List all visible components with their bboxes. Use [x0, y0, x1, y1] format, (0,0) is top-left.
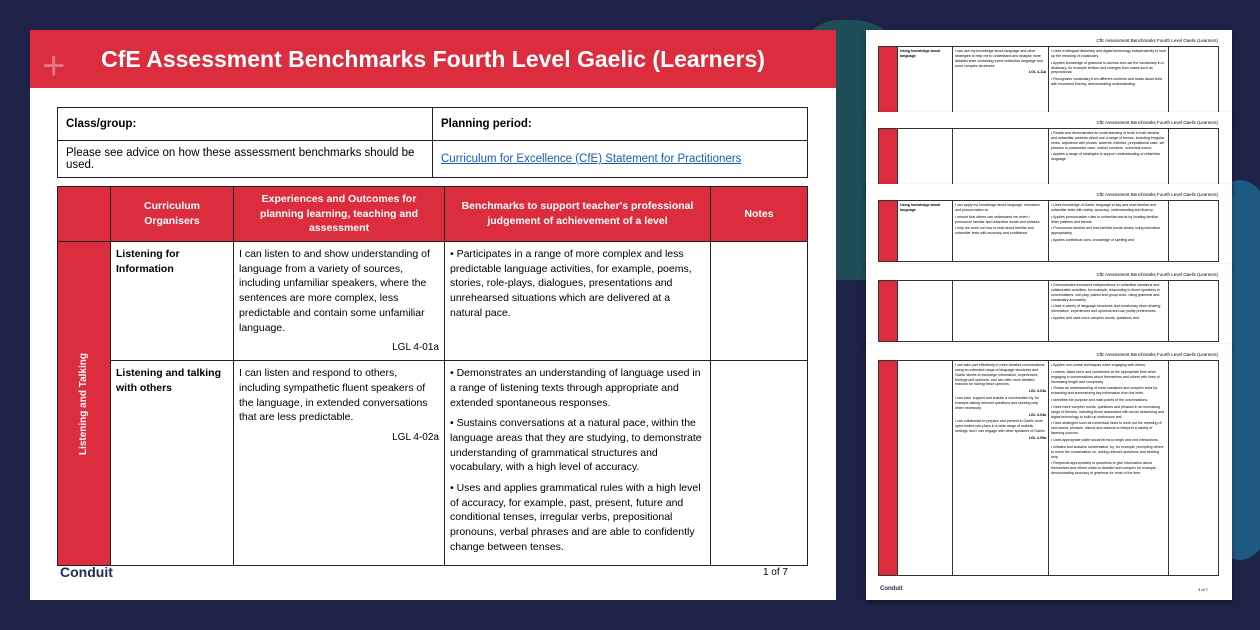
- page-slice: [866, 344, 1232, 600]
- outcome-cell: [234, 242, 445, 361]
- benchmark-item: • Uses strategies such as contextual clues to work out the meaning of new words, phrases, idioms and dialects to interpret a variety of listening sources.: [1051, 421, 1162, 436]
- outcome-text: • ensure that others can understand me when I pronounce familiar and unfamiliar words and phrases: [955, 214, 1040, 224]
- benchmark-item: • Uses appropriate polite social terms to begin and end interactions.: [1051, 437, 1159, 442]
- notes-cell[interactable]: [1169, 201, 1219, 262]
- benchmark-item: • Uses knowledge of Gaelic language to say and read familiar and unfamiliar texts with clarity, accuracy, understanding and fluency.: [1051, 203, 1156, 212]
- class-group-table: [57, 107, 808, 178]
- page-header: CfE Assessment Benchmarks Fourth Level Gaelic (Learners): [1096, 192, 1218, 197]
- notes-cell[interactable]: [711, 361, 808, 566]
- outcome-cell: [953, 129, 1049, 188]
- benchmark-item: • Identifies the purpose and main points of the conversations.: [1051, 398, 1149, 403]
- notes-cell[interactable]: [1169, 281, 1219, 342]
- benchmarks-table: [878, 200, 1219, 262]
- page-slice: [866, 112, 1232, 194]
- outcome-ref: LGL 4-11a: [1028, 70, 1046, 75]
- section-label: Listening and Talking: [78, 352, 89, 455]
- benchmarks-table: [878, 46, 1219, 116]
- benchmarks-table: [57, 186, 808, 566]
- outcome-cell: [953, 281, 1049, 342]
- benchmark-item: • Uses more complex words, questions and phrases in an increasing range of themes, including those associated with social networking and digital technology to build up continuous text.: [1051, 404, 1165, 419]
- notes-cell[interactable]: [1169, 361, 1219, 576]
- organiser-cell: Listening and talking with others: [111, 361, 234, 566]
- page-header: CfE Assessment Benchmarks Fourth Level Gaelic (Learners): [1096, 352, 1218, 357]
- page-title: CfE Assessment Benchmarks Fourth Level Gaelic (Learners): [101, 45, 765, 72]
- outcome-cell: [953, 201, 1049, 262]
- section-cell: [879, 281, 898, 342]
- outcome-text: LGL 4-03a: [1028, 389, 1046, 394]
- title-banner: [30, 30, 836, 88]
- outcome-cell: [953, 361, 1049, 576]
- organiser-cell: Using knowledge about language: [898, 201, 953, 262]
- benchmark-item: • Applies non-verbal techniques when engaging with others.: [1051, 363, 1146, 367]
- outcome-text: I can take part effectively in more detailed conversations using an extended range of language structures and Gaelic idioms to exchange information, experiences, feelings and opinions, and can offer more detailed reasons for having these opinions.: [955, 363, 1045, 387]
- table-row: [58, 361, 808, 566]
- page-header: CfE Assessment Benchmarks Fourth Level Gaelic (Learners): [1096, 120, 1218, 125]
- benchmark-item: • Reads and demonstrates an understanding of texts in both familiar and unfamiliar contexts which use a range of tenses, including irregular verbs, adjectives with plurals, adverbs, infinitive, prepositional case, set phrases in possessive case, ordinal numbers, numerical nouns.: [1051, 131, 1165, 150]
- benchmark-item: • Applies and uses more complex words, questions and: [1051, 316, 1139, 321]
- organiser-cell: [898, 281, 953, 342]
- organiser-cell: [898, 129, 953, 188]
- outcome-ref: LGL 4-02a: [392, 431, 439, 443]
- header-benchmarks: Benchmarks to support teacher's professional judgement of achievement of a level: [445, 187, 711, 242]
- page-slice: [866, 184, 1232, 268]
- benchmark-item: • Applies pronunciation rules to unfamiliar words by locating familiar letter patterns and blends.: [1051, 214, 1159, 224]
- organiser-cell: Using knowledge about language: [898, 47, 953, 116]
- benchmark-cell: [1049, 281, 1169, 342]
- outcome-text: I can apply my knowledge about language, intonation and pronunciation to:: [955, 203, 1040, 212]
- header-outcomes: Experiences and Outcomes for planning learning, teaching and assessment: [234, 187, 445, 242]
- conduit-logo: Conduit: [60, 564, 113, 580]
- plus-decoration-icon: +: [42, 44, 66, 88]
- benchmark-item: • Uses a bilingual dictionary and digital technology independently to look up the meaning of vocabulary.: [1051, 49, 1166, 58]
- header-notes: Notes: [711, 187, 808, 242]
- benchmark-cell: [1049, 201, 1169, 262]
- benchmark-cell: [445, 242, 711, 361]
- outcome-text: LGL 4-04a: [1028, 412, 1046, 417]
- practitioners-link[interactable]: Curriculum for Excellence (CfE) Statement for Practitioners: [441, 153, 742, 165]
- page-slice: [866, 30, 1232, 122]
- benchmark-item: • Listens, takes turns and contributes at the appropriate time when engaging in conversations about themselves and others with lines of increasing length and complexity.: [1051, 369, 1160, 384]
- section-cell: [879, 361, 898, 576]
- page-slice: [866, 264, 1232, 348]
- benchmark-item: • Pronounces familiar and less familiar words clearly using intonation appropriately.: [1051, 226, 1161, 236]
- outcome-cell: [234, 361, 445, 566]
- benchmarks-table: [878, 280, 1219, 342]
- notes-cell[interactable]: [1169, 47, 1219, 116]
- outcome-text: LGL 4-05a: [1028, 435, 1046, 440]
- benchmark-item: • Recognises vocabulary from different contexts and reads aloud texts with increased fluency, demonstrating understanding.: [1051, 77, 1163, 87]
- outcome-cell: [953, 47, 1049, 116]
- conduit-logo: Conduit: [880, 586, 903, 592]
- benchmarks-table: [878, 360, 1219, 576]
- document-page-main: [30, 30, 836, 600]
- class-group-label: Class/group:: [58, 108, 433, 141]
- outcome-text: I can listen to and show understanding of language from a variety of sources, including unfamiliar speakers, where the sentences are more complex, less predictable and contain some unfamiliar language.: [239, 248, 430, 334]
- page-number: 3 of 7: [1197, 587, 1208, 592]
- notes-cell[interactable]: [711, 242, 808, 361]
- benchmark-item: • Uses a variety of language structures and vocabulary when sharing information, experiences and opinions and can justify preferences.: [1051, 304, 1161, 314]
- section-cell: [879, 129, 898, 188]
- outcome-ref: LGL 4-01a: [392, 342, 439, 354]
- header-organisers: Curriculum Organisers: [111, 187, 234, 242]
- benchmark-cell: [1049, 129, 1169, 188]
- section-cell: [58, 242, 111, 566]
- outcome-text: I can listen and respond to others, including sympathetic fluent speakers of the language, in extended conversations that are less predictable.: [239, 367, 428, 424]
- benchmark-item: • Demonstrates an understanding of language used in a range of listening texts through appropriate and extended spontaneous responses.: [450, 367, 701, 409]
- planning-period-label: Planning period:: [433, 108, 808, 141]
- advice-text: Please see advice on how these assessment benchmarks should be used.: [58, 141, 433, 178]
- benchmark-cell: [445, 361, 711, 566]
- outcome-text: • help me work out how to read aloud familiar and unfamiliar texts with accuracy and confidence.: [955, 226, 1034, 236]
- benchmark-item: • Responds appropriately to questions to give information about themselves and others which is detailed and complex for example, demonstrating accuracy of grammar for most of the time.: [1051, 461, 1157, 476]
- organiser-cell: Listening for Information: [111, 242, 234, 361]
- table-row: [58, 242, 808, 361]
- benchmark-item: • Uses and applies grammatical rules with a high level of accuracy, for example, past, present, future and conditional tenses, irregular verbs, prepositional pronouns, verbal phrases and are able to confidently change between tenses.: [450, 482, 701, 553]
- benchmark-cell: [1049, 361, 1169, 576]
- page-header: CfE Assessment Benchmarks Fourth Level Gaelic (Learners): [1096, 272, 1218, 277]
- page-header: CfE Assessment Benchmarks Fourth Level Gaelic (Learners): [1096, 38, 1218, 43]
- benchmark-cell: [1049, 47, 1169, 116]
- page-number: 1 of 7: [762, 567, 788, 578]
- benchmark-item: • Participates in a range of more complex and less predictable language activities, for example, poems, stories, role-plays, dialogues, presentations and unrehearsed situations which are delivered at a natural pace.: [450, 248, 692, 319]
- benchmark-item: • Demonstrates increased independence in unfamiliar situations and collaborative activities, for example, responding to fluent speakers in conversations, role-play, paired and group work, using grammar and vocabulary accurately.: [1051, 283, 1160, 302]
- section-cell: [879, 201, 898, 262]
- benchmark-item: • Applies knowledge of grammar to access and use the vocabulary in a dictionary, for example lenition and changes from cases such as prepositional.: [1051, 60, 1164, 75]
- benchmark-item: • Applies contextual cues, knowledge of spelling and: [1051, 238, 1135, 243]
- organiser-cell: [898, 361, 953, 576]
- benchmark-item: • Sustains conversations at a natural pace, within the language areas that they are studying, to demonstrate understanding of grammatical structures and vocabulary, with a high level of accuracy.: [450, 417, 702, 474]
- outcome-text: I can start, support and sustain a conversation by, for example asking relevant questions and seeking help when necessary.: [955, 396, 1040, 410]
- benchmark-item: • Initiates and sustains conversation, by, for example, prompting others to move the conversation on, asking relevant questions and seeking help.: [1051, 444, 1164, 459]
- benchmark-item: • Shows an understanding of more sustained and complex texts by extracting and summarising key information from the texts.: [1051, 386, 1158, 396]
- outcome-text: I can use my knowledge about language and other strategies to help me to understand and analyse more detailed texts containing some unfamiliar language and more complex structures.: [955, 49, 1043, 68]
- header-blank: [58, 187, 111, 242]
- notes-cell[interactable]: [1169, 129, 1219, 188]
- benchmarks-table: [878, 128, 1219, 188]
- outcome-text: I can collaborate to prepare and present in Gaelic more open-ended role-plays in a wide range of realistic settings, and I can engage with other speakers of Gaelic.: [955, 419, 1046, 434]
- section-cell: [879, 47, 898, 116]
- benchmark-item: • Applies a range of strategies to support understanding of unfamiliar language.: [1051, 152, 1160, 162]
